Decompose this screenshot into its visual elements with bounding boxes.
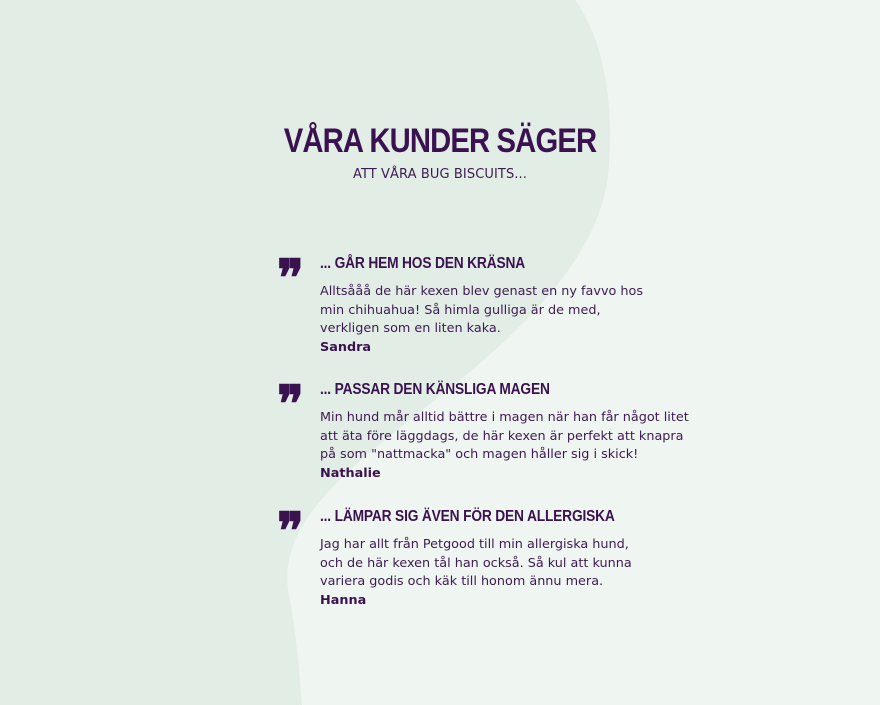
testimonial-heading: ... PASSAR DEN KÄNSLIGA MAGEN bbox=[320, 381, 550, 398]
testimonial-text-line: Alltsååå de här kexen blev genast en ny favvo hos bbox=[320, 284, 644, 299]
section-subtitle: ATT VÅRA BUG BISCUITS... bbox=[352, 167, 528, 182]
section-header bbox=[0, 121, 880, 183]
testimonial-text-line: på som "nattmacka" och magen håller sig i skick! bbox=[320, 447, 639, 462]
testimonial-text-line: Jag har allt från Petgood till min allergiska hund, bbox=[320, 537, 629, 552]
testimonial-heading: ... GÅR HEM HOS DEN KRÄSNA bbox=[320, 255, 526, 272]
testimonial-heading: ... LÄMPAR SIG ÄVEN FÖR DEN ALLERGISKA bbox=[320, 508, 615, 525]
testimonial-author: Hanna bbox=[320, 592, 367, 608]
quote-icon: ❞ bbox=[277, 501, 301, 560]
testimonial-text-line: verkligen som en liten kaka. bbox=[320, 321, 501, 336]
testimonial-text-line: min chihuahua! Så himla gulliga är de med, bbox=[320, 302, 601, 318]
quote-icon: ❞ bbox=[277, 248, 301, 307]
testimonial-text bbox=[320, 283, 643, 357]
quote-icon: ❞ bbox=[277, 374, 301, 433]
testimonial-author: Sandra bbox=[320, 339, 372, 355]
testimonial-text bbox=[320, 409, 689, 483]
testimonial-text-line: variera godis och käk till honom ännu mera. bbox=[320, 574, 604, 589]
testimonial-text-line: och de här kexen tål han också. Så kul att kunna bbox=[320, 555, 632, 571]
testimonial-text-line: att äta före läggdags, de här kexen är perfekt att knapra bbox=[320, 428, 684, 444]
testimonial-text bbox=[320, 536, 632, 610]
section-title: VÅRA KUNDER SÄGER bbox=[283, 122, 597, 160]
testimonial-author: Nathalie bbox=[320, 465, 381, 481]
testimonial-text-line: Min hund mår alltid bättre i magen när han får något litet bbox=[320, 410, 689, 425]
